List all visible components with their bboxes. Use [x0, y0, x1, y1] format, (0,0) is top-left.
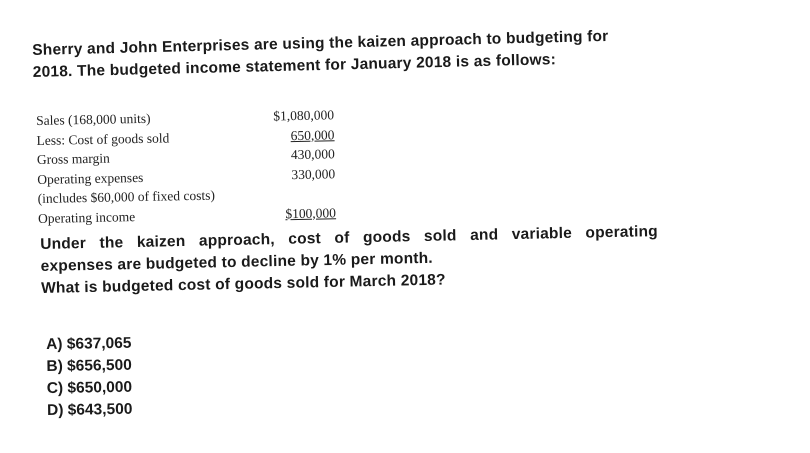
statement-label: Operating income [37, 208, 136, 226]
question-paragraph [40, 221, 659, 300]
option-b[interactable]: B) $656,500 [46, 356, 132, 375]
option-a[interactable]: A) $637,065 [46, 334, 132, 353]
intro-line-1: Sherry and John Enterprises are using the kaizen approach to budgeting for [32, 27, 609, 59]
option-d[interactable]: D) $643,500 [46, 400, 133, 419]
statement-label: Gross margin [36, 150, 110, 167]
statement-amount: $1,080,000 [273, 107, 335, 124]
statement-amount: $100,000 [285, 204, 337, 221]
statement-label: Sales (168,000 units) [36, 110, 151, 128]
statement-amount: 430,000 [290, 146, 335, 163]
question-line-1: Under the kaizen approach, cost of goods sold and variable operating [40, 223, 659, 253]
intro-line-2: 2018. The budgeted income statement for January 2018 is as follows: [32, 51, 557, 81]
question-line-3: What is budgeted cost of goods sold for March 2018? [40, 271, 446, 297]
intro-paragraph [32, 26, 609, 84]
statement-amount: 330,000 [291, 165, 336, 182]
answer-options [46, 333, 133, 422]
statement-label: (includes $60,000 of fixed costs) [37, 187, 216, 206]
statement-label: Less: Cost of goods sold [36, 129, 170, 148]
statement-amount: 650,000 [290, 126, 335, 143]
income-statement [36, 107, 348, 230]
statement-label: Operating expenses [37, 169, 144, 187]
question-line-2: expenses are budgeted to decline by 1% per month. [40, 249, 434, 275]
option-c[interactable]: C) $650,000 [46, 378, 133, 397]
